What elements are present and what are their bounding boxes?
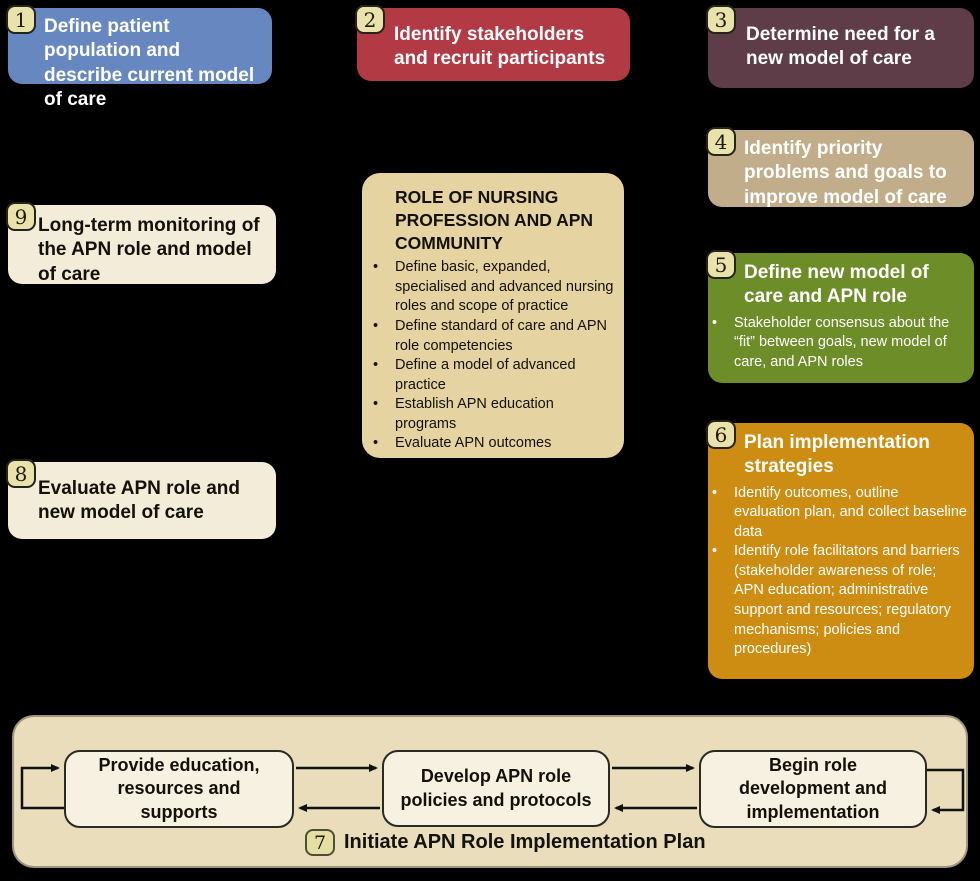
step-5-number-badge: 5 <box>706 250 736 279</box>
plan-step-develop-policies: Develop APN role policies and protocols <box>382 750 610 827</box>
bullet-dot-icon: • <box>712 314 718 331</box>
step-6-bullet <box>708 542 968 659</box>
step-7-number-badge: 7 <box>305 829 335 856</box>
plan-step-provide-education: Provide education, resources and supports <box>64 750 294 828</box>
step-8-box <box>8 462 276 539</box>
step-4-number-badge: 4 <box>706 127 736 156</box>
step-1-number-badge: 1 <box>6 5 36 34</box>
bullet-dot-icon: • <box>373 396 379 413</box>
nursing-profession-bullet-text: Define a model of advanced practice <box>395 357 576 393</box>
step-4-title: Identify priority problems and goals to improve model of care <box>744 138 947 208</box>
step-6-bullet-text: Identify role facilitators and barriers (stakeholder awareness of role; APN education; administrative support and resources; regulatory mechanisms; policies and procedures) <box>734 543 960 658</box>
step-8-number-badge: 8 <box>6 459 36 488</box>
nursing-profession-bullet <box>362 356 614 395</box>
plan-step-begin-role: Begin role development and implementation <box>699 750 927 828</box>
implementation-plan-band <box>12 715 968 868</box>
nursing-profession-bullet <box>362 395 614 434</box>
step-5-bullet-text: Stakeholder consensus about the “fit” between goals, new model of care, and APN roles <box>734 314 950 370</box>
step-4-box <box>708 130 974 207</box>
bullet-dot-icon: • <box>712 484 718 501</box>
step-5-bullet-list <box>708 314 966 373</box>
bullet-dot-icon: • <box>373 435 379 452</box>
step-9-title: Long-term monitoring of the APN role and model of care <box>38 215 260 285</box>
bullet-dot-icon: • <box>373 357 379 374</box>
nursing-profession-bullet-text: Define basic, expanded, specialised and advanced nursing roles and scope of practice <box>395 259 614 315</box>
step-3-title: Determine need for a new model of care <box>746 24 935 70</box>
step-6-box <box>708 423 974 679</box>
loop-arrow-left <box>22 768 64 808</box>
step-9-box <box>8 205 276 284</box>
implementation-plan-label <box>305 829 706 856</box>
nursing-profession-role-title: ROLE OF NURSING PROFESSION AND APN COMMUNITY <box>395 187 594 253</box>
step-2-number-badge: 2 <box>355 5 385 34</box>
nursing-profession-bullet-list <box>362 258 614 454</box>
step-2-title: Identify stakeholders and recruit participants <box>394 24 606 70</box>
step-2-box <box>357 8 630 81</box>
step-6-bullet-text: Identify outcomes, outline evaluation plan, and collect baseline data <box>734 484 967 540</box>
loop-arrow-right <box>927 770 963 810</box>
nursing-profession-role-box <box>362 173 624 458</box>
step-5-box <box>708 253 974 383</box>
step-8-title: Evaluate APN role and new model of care <box>38 478 241 524</box>
nursing-profession-bullet <box>362 317 614 356</box>
step-6-bullet <box>708 484 968 543</box>
bullet-dot-icon: • <box>373 259 379 276</box>
step-6-title: Plan implementation strategies <box>744 432 930 478</box>
nursing-profession-bullet-text: Establish APN education programs <box>395 396 554 432</box>
step-5-title: Define new model of care and APN role <box>744 262 929 308</box>
nursing-profession-bullet-text: Define standard of care and APN role competencies <box>395 317 607 354</box>
step-3-number-badge: 3 <box>706 5 736 34</box>
step-1-title: Define patient population and describe current model of care <box>44 16 255 110</box>
bullet-dot-icon: • <box>712 543 718 560</box>
step-3-box <box>708 8 974 88</box>
step-6-bullet-list <box>708 484 968 660</box>
step-6-number-badge: 6 <box>706 420 736 449</box>
nursing-profession-bullet <box>362 258 614 317</box>
bullet-dot-icon: • <box>373 317 379 334</box>
step-7-title: Initiate APN Role Implementation Plan <box>344 831 706 853</box>
step-1-box <box>8 7 272 110</box>
nursing-profession-bullet-text: Evaluate APN outcomes <box>395 435 552 452</box>
nursing-profession-bullet <box>362 434 614 454</box>
step-5-bullet <box>708 314 966 373</box>
step-9-number-badge: 9 <box>6 202 36 231</box>
